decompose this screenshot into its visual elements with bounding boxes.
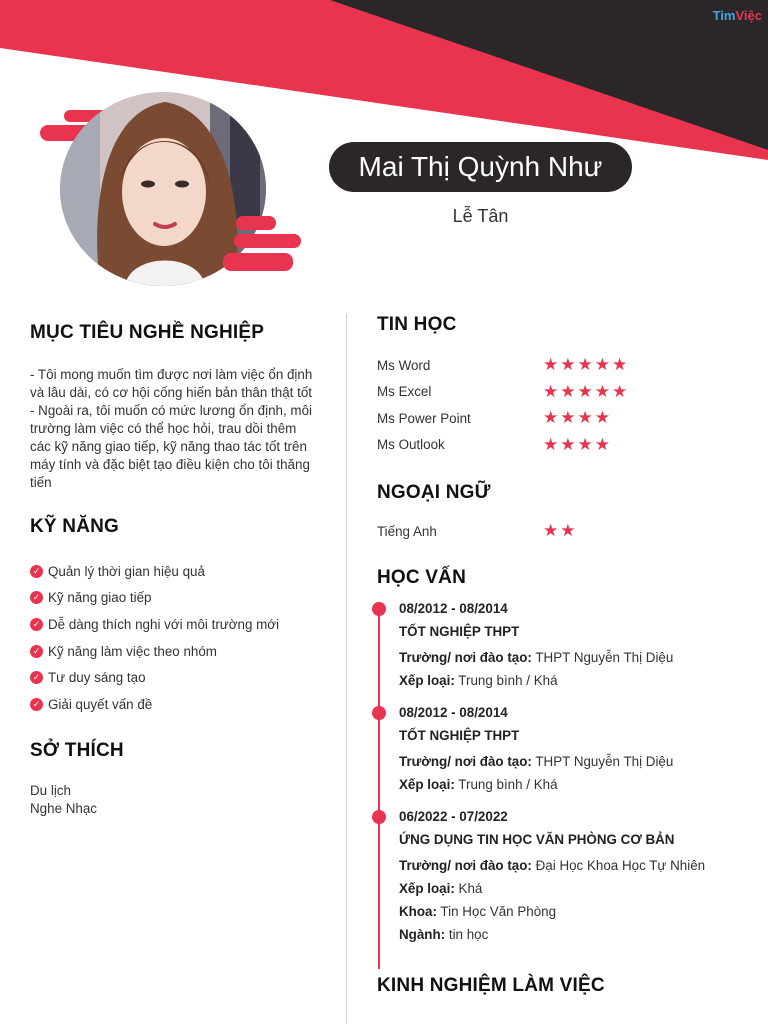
education-degree: ỨNG DỤNG TIN HỌC VĂN PHÒNG CƠ BẢN: [399, 831, 675, 847]
experience-title: KINH NGHIỆM LÀM VIỆC: [377, 974, 605, 996]
languages-title: NGOẠI NGỮ: [377, 482, 491, 503]
star-rating-icon: ★★★★★: [543, 355, 630, 375]
it-skill-label: Ms Word: [377, 357, 431, 373]
column-divider: [346, 314, 347, 1024]
it-skill-label: Ms Power Point: [377, 410, 471, 426]
objective-section: [30, 322, 326, 492]
education-entry: [377, 601, 747, 688]
check-circle-icon: ✓: [30, 565, 43, 578]
right-column: [377, 314, 747, 997]
objective-text: [30, 366, 326, 492]
education-section: [377, 567, 747, 942]
check-circle-icon: ✓: [30, 671, 43, 684]
objective-line: các kỹ năng giao tiếp, kỹ năng thao tác tốt trên: [30, 439, 307, 454]
skill-item: ✓ Quản lý thời gian hiệu quả: [30, 558, 326, 585]
skills-section: [30, 516, 326, 718]
education-date: 08/2012 - 08/2014: [399, 704, 508, 720]
education-field: Ngành: tin học: [399, 926, 489, 942]
it-skill-label: Ms Excel: [377, 384, 432, 400]
hobby-item: Du lịch: [30, 782, 71, 798]
decor-pill: [234, 234, 301, 248]
it-skill-row: [377, 379, 747, 406]
it-title: TIN HỌC: [377, 314, 457, 335]
education-date: 08/2012 - 08/2014: [399, 600, 508, 616]
it-skill-label: Ms Outlook: [377, 437, 445, 453]
education-field: Xếp loại: Trung bình / Khá: [399, 776, 558, 792]
languages-section: [377, 482, 747, 545]
education-degree: TỐT NGHIỆP THPT: [399, 623, 520, 639]
education-field: Trường/ nơi đào tạo: THPT Nguyễn Thị Diệu: [399, 753, 674, 769]
experience-section: [377, 975, 747, 997]
timeline-dot-icon: [372, 810, 386, 824]
hobby-item: Nghe Nhạc: [30, 800, 97, 816]
left-column: [30, 322, 326, 818]
skills-list: [30, 558, 326, 718]
education-title: HỌC VẤN: [377, 566, 467, 588]
skill-item: ✓ Kỹ năng giao tiếp: [30, 585, 326, 612]
education-timeline: [377, 601, 747, 942]
languages-list: [377, 518, 747, 545]
objective-line: trường làm việc có thể học hỏi, trau dồi thêm: [30, 421, 297, 436]
skill-item: ✓ Kỹ năng làm việc theo nhóm: [30, 638, 326, 665]
education-entry: [377, 705, 747, 792]
language-row: [377, 518, 747, 545]
check-circle-icon: ✓: [30, 618, 43, 631]
skill-item: ✓ Dễ dàng thích nghi với môi trường mới: [30, 611, 326, 638]
education-field: Khoa: Tin Học Văn Phòng: [399, 903, 557, 919]
star-rating-icon: ★★: [543, 521, 578, 541]
candidate-position: Lễ Tân: [452, 206, 509, 226]
language-label: Tiếng Anh: [377, 523, 437, 539]
education-field: Trường/ nơi đào tạo: Đại Học Khoa Học Tự Nhiên: [399, 857, 706, 873]
it-list: [377, 352, 747, 458]
check-circle-icon: ✓: [30, 698, 43, 711]
skills-title: KỸ NĂNG: [30, 516, 120, 537]
it-skill-row: [377, 432, 747, 459]
education-degree: TỐT NGHIỆP THPT: [399, 727, 520, 743]
star-rating-icon: ★★★★: [543, 434, 612, 454]
decor-pill: [236, 216, 276, 230]
hobbies-title: SỞ THÍCH: [30, 739, 124, 761]
skill-item: ✓ Tư duy sáng tạo: [30, 664, 326, 691]
timeline-dot-icon: [372, 706, 386, 720]
star-rating-icon: ★★★★: [543, 408, 612, 428]
education-entry: [377, 809, 747, 942]
skill-item: ✓ Giải quyết vấn đề: [30, 691, 326, 718]
education-field: Xếp loại: Trung bình / Khá: [399, 672, 558, 688]
education-field: Xếp loại: Khá: [399, 880, 483, 896]
objective-title: MỤC TIÊU NGHỀ NGHIỆP: [30, 322, 265, 343]
hobbies-list: [30, 782, 326, 818]
education-field: Trường/ nơi đào tạo: THPT Nguyễn Thị Diệu: [399, 649, 674, 665]
check-circle-icon: ✓: [30, 645, 43, 658]
timeline-dot-icon: [372, 602, 386, 616]
check-circle-icon: ✓: [30, 591, 43, 604]
star-rating-icon: ★★★★★: [543, 381, 630, 401]
it-skill-row: [377, 405, 747, 432]
it-skill-row: [377, 352, 747, 379]
timviec-logo: TimViệc: [712, 8, 762, 23]
candidate-name-text: Mai Thị Quỳnh Như: [358, 151, 603, 182]
objective-line: và lâu dài, có cơ hội cống hiến bản thân thật tốt: [30, 385, 312, 400]
hobbies-section: [30, 740, 326, 818]
education-date: 06/2022 - 07/2022: [399, 808, 508, 824]
it-section: [377, 314, 747, 458]
objective-line: - Ngoài ra, tôi muốn có mức lương ổn định, môi: [30, 403, 312, 418]
candidate-name: [329, 142, 632, 192]
decor-pill: [223, 253, 293, 271]
objective-line: máy tính và đặc biệt tạo điều kiện cho tôi thăng: [30, 457, 310, 472]
objective-line: tiến: [30, 475, 52, 490]
objective-line: - Tôi mong muốn tìm được nơi làm việc ổn định: [30, 367, 313, 382]
